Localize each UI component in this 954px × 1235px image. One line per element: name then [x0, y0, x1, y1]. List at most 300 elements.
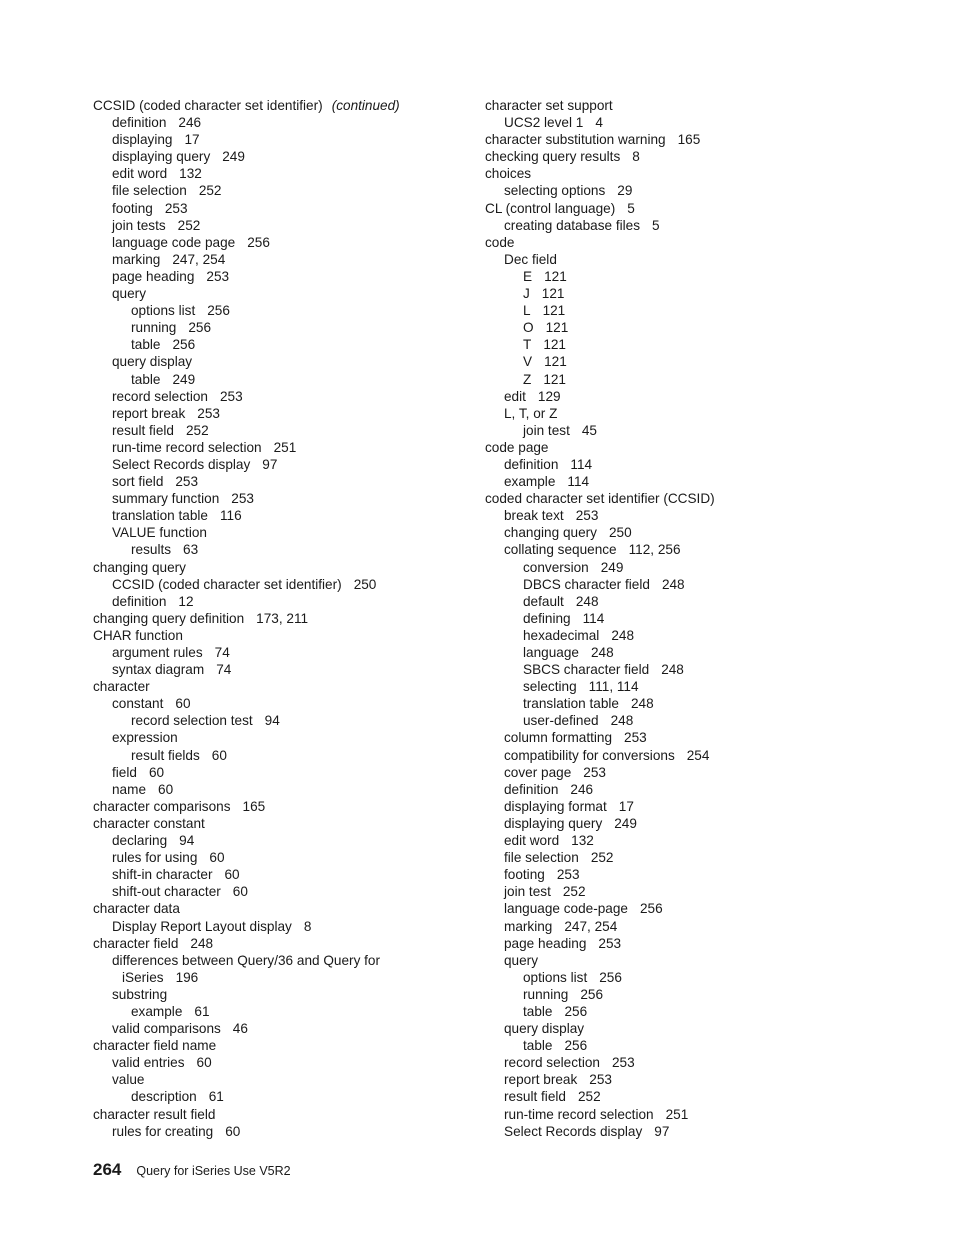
index-term: footing — [504, 867, 545, 883]
index-entry — [93, 1071, 463, 1088]
index-page-ref: 248 — [190, 935, 214, 951]
index-term: valid entries — [112, 1055, 185, 1071]
index-entry — [485, 131, 885, 148]
index-entry — [93, 729, 463, 746]
index-entry — [485, 747, 885, 764]
index-term: join tests — [112, 217, 166, 233]
index-entry — [93, 764, 463, 781]
index-page-ref: 247, 254 — [172, 251, 226, 267]
index-term: definition — [504, 781, 559, 797]
index-term: CCSID (coded character set identifier) — [93, 98, 323, 113]
index-page-ref: 121 — [545, 320, 569, 336]
index-entry — [93, 200, 463, 217]
index-entry — [93, 388, 463, 405]
index-term: footing — [112, 200, 153, 216]
index-term: shift-in character — [112, 867, 213, 883]
index-page-ref: 8 — [632, 149, 640, 165]
index-entry — [93, 353, 463, 370]
index-entry — [93, 131, 463, 148]
index-entry — [485, 507, 885, 524]
index-entry — [485, 712, 885, 729]
index-entry — [485, 422, 885, 439]
index-page-ref: 251 — [665, 1106, 689, 1122]
index-page-ref: 114 — [567, 474, 590, 490]
index-term: changing query — [93, 559, 186, 575]
index-term: choices — [485, 166, 532, 182]
index-page-ref: 252 — [177, 217, 201, 233]
index-entry — [93, 541, 463, 558]
index-entry — [485, 148, 885, 165]
index-term: example — [504, 474, 556, 490]
index-term: user-defined — [523, 713, 599, 729]
index-term: character constant — [93, 815, 205, 831]
index-page-ref: 94 — [264, 713, 280, 729]
index-term: table — [523, 1038, 553, 1054]
index-entry — [93, 473, 463, 490]
index-page-ref: 246 — [570, 781, 594, 797]
index-term: sort field — [112, 474, 164, 490]
index-entry — [485, 678, 885, 695]
index-page-ref: 252 — [590, 850, 614, 866]
index-term: L — [523, 303, 531, 319]
index-term: summary function — [112, 491, 220, 507]
index-page-ref: 252 — [198, 183, 222, 199]
index-term: table — [131, 371, 161, 387]
index-term: language code-page — [504, 901, 628, 917]
index-page-ref: 248 — [661, 576, 685, 592]
index-term: V — [523, 354, 533, 370]
index-term: displaying format — [504, 798, 607, 814]
index-page-ref: 61 — [194, 1003, 210, 1019]
index-entry — [93, 781, 463, 798]
index-term: running — [131, 320, 177, 336]
index-column-left — [93, 97, 463, 1140]
index-entry — [485, 781, 885, 798]
index-term: edit word — [504, 833, 560, 849]
index-entry — [485, 1071, 885, 1088]
index-page-ref: 129 — [537, 388, 561, 404]
index-term: character comparisons — [93, 798, 231, 814]
index-page-ref: 111, 114 — [588, 679, 639, 695]
index-page-ref: 121 — [541, 286, 565, 302]
index-term: O — [523, 320, 534, 336]
index-entry — [485, 456, 885, 473]
index-term: page heading — [504, 935, 587, 951]
index-page-ref: 256 — [599, 969, 622, 985]
index-term: options list — [131, 303, 196, 319]
index-entry — [485, 114, 885, 131]
index-term: Z — [523, 371, 532, 387]
index-term: description — [131, 1089, 197, 1105]
index-page-ref: 248 — [611, 627, 635, 643]
index-page-ref: 253 — [589, 1072, 612, 1088]
index-term: report break — [112, 405, 186, 421]
index-entry — [485, 883, 885, 900]
index-page-ref: 132 — [179, 166, 202, 182]
index-term: syntax diagram — [112, 662, 205, 678]
index-page-ref: 253 — [583, 764, 606, 780]
index-page-ref: 253 — [598, 935, 622, 951]
index-page-ref: 60 — [232, 884, 248, 900]
index-entry — [93, 559, 463, 576]
index-entry — [485, 165, 885, 182]
index-page-ref: 254 — [686, 747, 710, 763]
index-term: edit — [504, 388, 526, 404]
index-term: displaying query — [112, 149, 211, 165]
index-term: collating sequence — [504, 542, 617, 558]
index-page-ref: 29 — [617, 183, 633, 199]
index-term: definition — [504, 456, 559, 472]
index-entry — [485, 182, 885, 199]
index-page-ref: 252 — [577, 1089, 601, 1105]
index-entry — [93, 900, 463, 917]
index-entry — [485, 1020, 885, 1037]
index-page-ref: 114 — [582, 610, 605, 626]
index-entry — [485, 1123, 885, 1140]
index-term: language code page — [112, 234, 236, 250]
index-entry — [93, 405, 463, 422]
index-term: constant — [112, 696, 164, 712]
index-entry — [485, 285, 885, 302]
index-page-ref: 249 — [600, 559, 624, 575]
index-term: differences between Query/36 and Query for — [112, 952, 381, 968]
index-entry — [485, 729, 885, 746]
index-term: column formatting — [504, 730, 613, 746]
index-page-ref: 256 — [247, 234, 270, 250]
index-page-ref: 4 — [595, 115, 603, 131]
index-term: default — [523, 593, 564, 609]
index-entry — [93, 866, 463, 883]
index-term: E — [523, 268, 533, 284]
index-entry — [93, 285, 463, 302]
index-term: join test — [504, 884, 551, 900]
index-page-ref: 250 — [608, 525, 632, 541]
index-entry — [485, 1054, 885, 1071]
index-entry — [485, 935, 885, 952]
index-term: break text — [504, 508, 564, 524]
index-entry — [485, 302, 885, 319]
index-page-ref: 60 — [158, 781, 174, 797]
index-entry — [93, 371, 463, 388]
index-page-ref: 246 — [178, 115, 202, 131]
index-term: substring — [112, 986, 168, 1002]
index-term: translation table — [112, 508, 208, 524]
index-entry — [93, 1020, 463, 1037]
index-entry — [93, 1088, 463, 1105]
index-term: SBCS character field — [523, 662, 650, 678]
index-page-ref: 60 — [148, 764, 165, 780]
index-term: Display Report Layout display — [112, 918, 292, 934]
index-entry — [93, 712, 463, 729]
index-term: creating database files — [504, 217, 641, 233]
index-term: selecting — [523, 679, 577, 695]
index-entry — [93, 251, 463, 268]
index-page-ref: 165 — [242, 798, 266, 814]
index-entry — [93, 217, 463, 234]
index-entry — [93, 849, 463, 866]
index-term: J — [523, 286, 530, 302]
index-term: result fields — [131, 747, 200, 763]
index-page-ref: 249 — [614, 815, 637, 831]
index-entry — [485, 764, 885, 781]
index-page-ref: 248 — [661, 662, 684, 678]
index-page-ref: 256 — [207, 303, 230, 319]
index-entry — [93, 268, 463, 285]
index-page-ref: 60 — [225, 1123, 241, 1139]
index-page-ref: 60 — [196, 1055, 212, 1071]
index-entry — [93, 439, 463, 456]
page-number: 264 — [93, 1160, 122, 1179]
index-term: Dec field — [504, 251, 557, 267]
index-entry — [485, 661, 885, 678]
index-page-ref: 112, 256 — [628, 542, 681, 558]
index-entry — [485, 234, 885, 251]
index-term: Select Records display — [504, 1123, 643, 1139]
index-entry — [93, 695, 463, 712]
index-term: DBCS character field — [523, 576, 650, 592]
index-entry — [485, 353, 885, 370]
index-entry — [485, 952, 885, 969]
index-page-ref: 165 — [677, 132, 701, 148]
index-entry — [93, 456, 463, 473]
index-page-ref: 249 — [222, 149, 245, 165]
index-entry — [93, 678, 463, 695]
index-entry — [93, 883, 463, 900]
index-term: defining — [523, 610, 571, 626]
index-page-ref: 248 — [630, 696, 654, 712]
index-term: Select Records display — [112, 456, 251, 472]
index-term: record selection — [112, 388, 208, 404]
index-term: value — [112, 1072, 145, 1088]
index-entry — [485, 388, 885, 405]
index-entry — [93, 1003, 463, 1020]
index-entry — [485, 918, 885, 935]
index-term: query — [504, 952, 539, 968]
index-term: CCSID (coded character set identifier) — [112, 576, 342, 592]
index-page-ref: 247, 254 — [564, 918, 618, 934]
index-term: table — [131, 337, 161, 353]
index-page-ref: 114 — [570, 456, 593, 472]
index-page-ref: 256 — [639, 901, 663, 917]
index-page-ref: 248 — [575, 593, 599, 609]
index-term: declaring — [112, 833, 168, 849]
index-page-ref: 253 — [575, 508, 599, 524]
index-page-ref: 12 — [178, 593, 194, 609]
index-term: code page — [485, 439, 549, 455]
index-term: options list — [523, 969, 588, 985]
index-term: displaying — [112, 132, 173, 148]
index-entry — [93, 234, 463, 251]
index-term: result field — [504, 1089, 566, 1105]
index-entry — [485, 900, 885, 917]
index-page-ref: 132 — [571, 833, 594, 849]
index-page-ref: 74 — [214, 645, 230, 660]
index-page-ref: 256 — [172, 337, 196, 353]
index-term: expression — [112, 730, 178, 746]
index-page-ref: 97 — [654, 1123, 670, 1139]
index-entry — [93, 114, 463, 131]
index-term: character result field — [93, 1106, 216, 1122]
index-page-ref: 121 — [543, 337, 566, 353]
index-page-ref: 256 — [580, 986, 604, 1002]
index-term: run-time record selection — [112, 439, 262, 455]
index-term: translation table — [523, 696, 619, 712]
index-term: query — [112, 286, 147, 302]
index-entry — [93, 182, 463, 199]
index-term: definition — [112, 115, 167, 131]
index-entry — [485, 559, 885, 576]
index-page-ref: 60 — [209, 850, 225, 866]
index-term: language — [523, 645, 579, 660]
index-page-ref: 173, 211 — [256, 610, 309, 626]
index-page-ref: 248 — [590, 645, 614, 660]
index-term: shift-out character — [112, 884, 221, 900]
index-entry — [485, 610, 885, 627]
index-page-ref: 253 — [624, 730, 647, 746]
index-page-ref: 250 — [353, 576, 377, 592]
index-page-ref: 253 — [206, 268, 230, 284]
index-term: join test — [523, 422, 570, 438]
index-page-ref: 116 — [219, 508, 242, 524]
index-entry — [93, 524, 463, 541]
index-entry — [93, 644, 463, 661]
index-entry — [485, 200, 885, 217]
index-page-ref: 256 — [188, 320, 212, 336]
index-entry — [485, 593, 885, 610]
index-page-ref: 256 — [564, 1003, 588, 1019]
index-entry — [93, 576, 463, 593]
index-entry — [93, 969, 463, 986]
index-entry — [485, 1106, 885, 1123]
index-entry — [485, 319, 885, 336]
index-term: coded character set identifier (CCSID) — [485, 491, 715, 507]
index-page-ref: 253 — [611, 1055, 635, 1071]
index-term: UCS2 level 1 — [504, 115, 584, 131]
index-page-ref: 60 — [224, 867, 240, 883]
index-entry — [485, 695, 885, 712]
index-page-ref: 251 — [273, 439, 297, 455]
index-page-ref: 121 — [544, 268, 567, 284]
index-term: table — [523, 1003, 553, 1019]
index-term: L, T, or Z — [504, 405, 558, 421]
index-page-ref: 94 — [179, 833, 195, 849]
index-page-ref: 5 — [627, 200, 635, 216]
index-entry — [93, 952, 463, 969]
index-column-right — [485, 97, 885, 1140]
index-term: record selection test — [131, 713, 253, 729]
index-page-ref: 5 — [652, 217, 660, 233]
index-term: rules for using — [112, 850, 198, 866]
index-term: rules for creating — [112, 1123, 214, 1139]
index-page-ref: 121 — [543, 371, 566, 387]
index-entry — [485, 644, 885, 661]
index-page-ref: 196 — [175, 969, 199, 985]
continued-note: (continued) — [331, 98, 400, 113]
index-entry — [93, 1037, 463, 1054]
index-entry — [93, 610, 463, 627]
index-term: cover page — [504, 764, 572, 780]
index-entry — [93, 302, 463, 319]
index-term: changing query definition — [93, 610, 245, 626]
index-term: marking — [504, 918, 553, 934]
index-page-ref: 60 — [175, 696, 191, 712]
index-term: character data — [93, 901, 180, 917]
index-entry — [485, 371, 885, 388]
index-entry — [93, 935, 463, 952]
index-page-ref: 63 — [183, 542, 199, 558]
index-term: name — [112, 781, 147, 797]
index-entry — [485, 1088, 885, 1105]
index-term: code — [485, 234, 515, 250]
index-page-ref: 253 — [197, 405, 220, 421]
index-term: field — [112, 764, 137, 780]
index-entry — [93, 336, 463, 353]
index-entry — [93, 832, 463, 849]
index-entry — [93, 986, 463, 1003]
index-entry — [93, 815, 463, 832]
index-entry — [93, 1054, 463, 1071]
index-entry — [485, 217, 885, 234]
index-entry — [93, 1106, 463, 1123]
index-entry — [485, 1003, 885, 1020]
index-entry — [93, 798, 463, 815]
index-term: page heading — [112, 268, 195, 284]
index-entry — [93, 422, 463, 439]
index-term: file selection — [504, 850, 579, 866]
index-entry — [485, 849, 885, 866]
index-term: query display — [112, 354, 193, 370]
index-term: marking — [112, 251, 161, 267]
index-term: record selection — [504, 1055, 600, 1071]
index-entry — [485, 405, 885, 422]
index-term: T — [523, 337, 532, 353]
index-entry — [485, 576, 885, 593]
index-term: compatibility for conversions — [504, 747, 675, 763]
index-page-ref: 253 — [219, 388, 243, 404]
index-entry — [485, 798, 885, 815]
index-page-ref: 46 — [232, 1021, 248, 1037]
index-term: character — [93, 679, 150, 695]
index-term: edit word — [112, 166, 168, 182]
index-entry — [485, 866, 885, 883]
index-page-ref: 121 — [544, 354, 567, 370]
index-page-ref: 97 — [262, 456, 278, 472]
index-entry — [93, 747, 463, 764]
index-entry — [485, 336, 885, 353]
index-entry — [485, 541, 885, 558]
index-page-ref: 248 — [610, 713, 634, 729]
index-term: conversion — [523, 559, 589, 575]
index-term: character field — [93, 935, 179, 951]
index-entry — [485, 815, 885, 832]
index-term: character field name — [93, 1038, 217, 1054]
index-page-ref: 61 — [208, 1089, 224, 1105]
index-entry — [93, 490, 463, 507]
index-term: changing query — [504, 525, 597, 541]
index-entry — [485, 524, 885, 541]
index-page-ref: 17 — [618, 798, 634, 814]
index-page-ref: 253 — [556, 867, 580, 883]
index-entry — [485, 251, 885, 268]
index-term: argument rules — [112, 645, 203, 660]
index-entry — [485, 986, 885, 1003]
index-page-ref: 45 — [581, 422, 597, 438]
index-entry — [93, 97, 463, 114]
index-term: run-time record selection — [504, 1106, 654, 1122]
index-term: CL (control language) — [485, 200, 616, 216]
index-term: iSeries — [122, 969, 164, 985]
index-entry — [485, 832, 885, 849]
